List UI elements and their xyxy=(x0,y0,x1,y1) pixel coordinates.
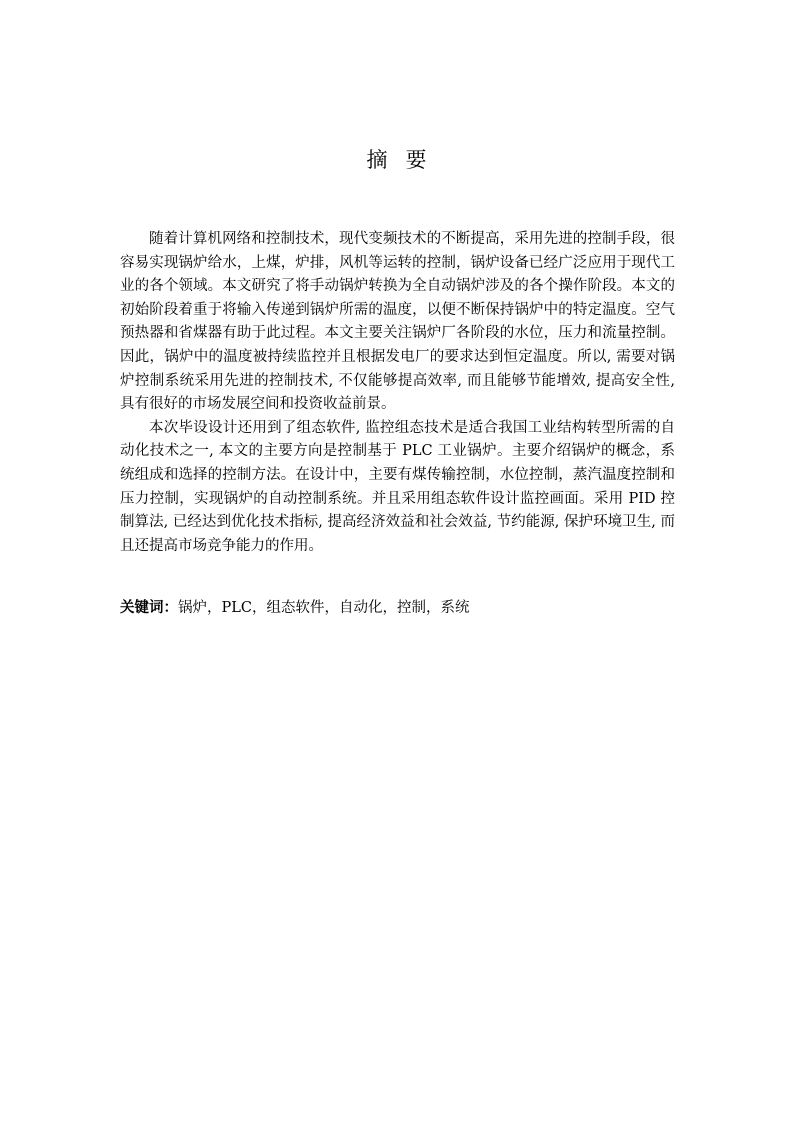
keywords-label: 关键词： xyxy=(120,600,178,616)
abstract-paragraph-1: 随着计算机网络和控制技术，现代变频技术的不断提高，采用先进的控制手段，很容易实现锅炉给水，上煤，炉排，风机等运转的控制，锅炉设备已经广泛应用于现代工业的各个领域。本文研究了将手动锅炉转换为全自动锅炉涉及的各个操作阶段。本文的初始阶段着重于将输入传递到锅炉所需的温度，以便不断保持锅炉中的特定温度。空气预热器和省煤器有助于此过程。本文主要关注锅炉厂各阶段的水位，压力和流量控制。因此，锅炉中的温度被持续监控并且根据发电厂的要求达到恒定温度。所以, 需要对锅炉控制系统采用先进的控制技术, 不仅能够提高效率, 而且能够节能增效, 提高安全性, 具有很好的市场发展空间和投资收益前景。 xyxy=(120,231,675,413)
abstract-paragraph-2: 本次毕设设计还用到了组态软件, 监控组态技术是适合我国工业结构转型所需的自动化技术之一, 本文的主要方向是控制基于 PLC 工业锅炉。主要介绍锅炉的概念，系统组成和选择的控制方法。在设计中，主要有煤传输控制，水位控制，蒸汽温度控制和压力控制，实现锅炉的自动控制系统。并且采用组态软件设计监控画面。采用 PID 控制算法, 已经达到优化技术指标, 提高经济效益和社会效益, 节约能源, 保护环境卫生, 而且还提高市场竞争能力的作用。 xyxy=(120,419,675,554)
keywords-line xyxy=(120,596,680,620)
keywords-list: 锅炉，PLC，组态软件，自动化，控制，系统 xyxy=(178,600,470,616)
abstract-body xyxy=(120,228,675,558)
abstract-title: 摘要 xyxy=(366,148,445,172)
